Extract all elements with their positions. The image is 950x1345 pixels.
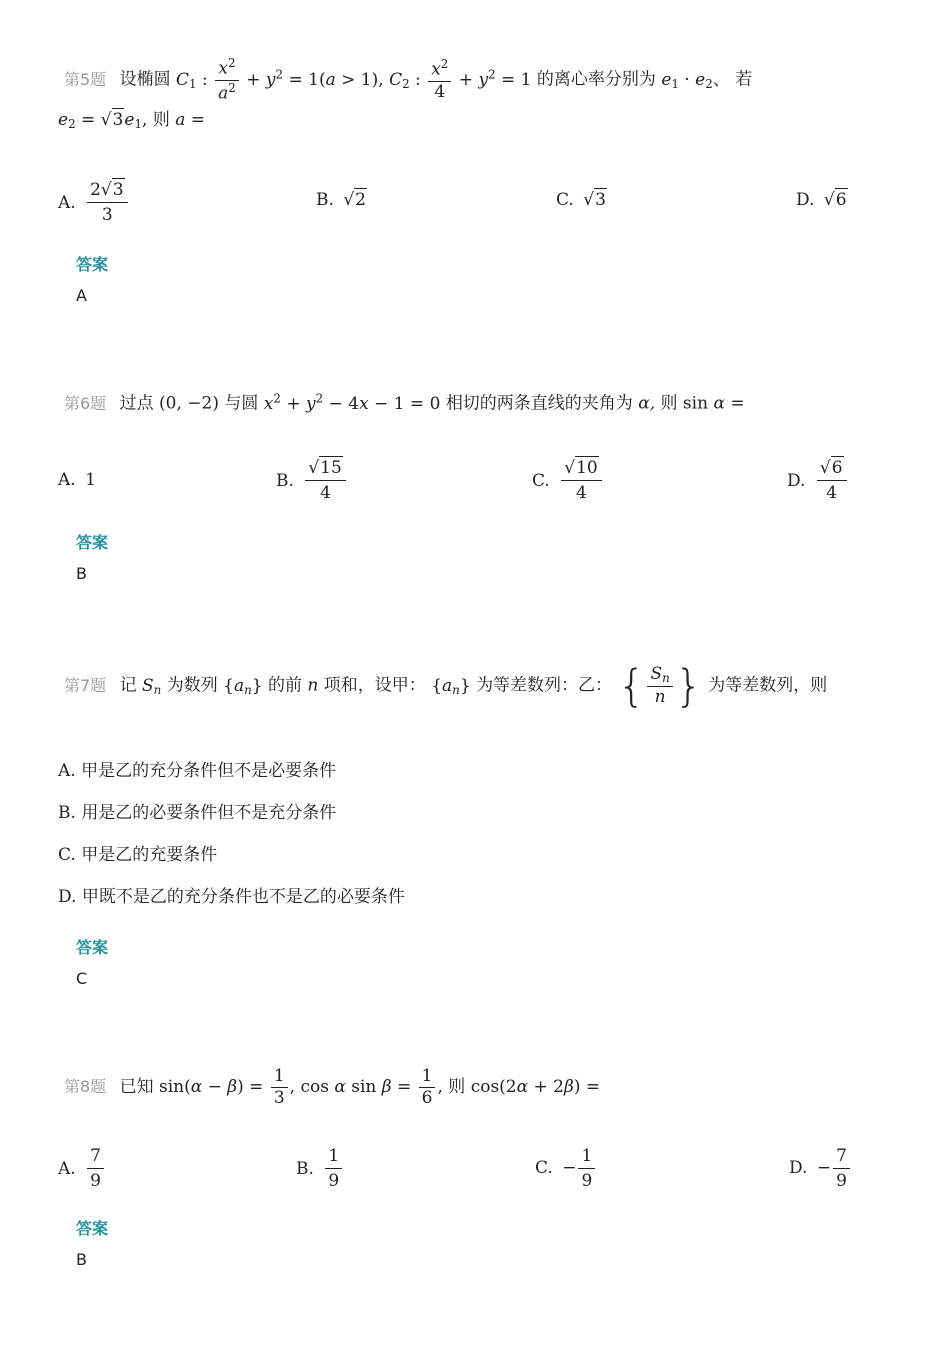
- q7-stem-e: 为等差数列：乙：: [476, 675, 613, 696]
- q8-label: 第8题: [64, 1077, 107, 1096]
- q7-math-an2: $\{a_n\}$: [431, 675, 471, 697]
- q8-answer-title: 答案: [76, 1219, 109, 1238]
- q5-stem-line1: [58, 58, 752, 102]
- q5-math-c1: $C_1$ : $\frac{x^2}{a^2}$ + $y^2 = 1(a > 1)$, $C_2$ : $\frac{x^2}{4}$ + $y^2 = 1$: [176, 56, 537, 104]
- q5-answer-value: A: [76, 286, 87, 305]
- q7-stem-f: 为等差数列，则: [708, 675, 828, 696]
- q7-math-an: $\{a_n\}$: [223, 675, 263, 697]
- q7-stem-b: 为数列: [166, 675, 218, 696]
- q8-math-target: cos(2α + 2β) =: [470, 1077, 601, 1097]
- q7-math-sn: $S_n$: [142, 675, 162, 697]
- q7-answer-value: C: [76, 969, 88, 988]
- q6-stem-a: 过点: [119, 393, 154, 414]
- q5-stem-line2: [58, 112, 205, 131]
- q6-option-a[interactable]: A. 1: [58, 470, 96, 490]
- q8-stem-a: 已知: [119, 1077, 154, 1097]
- q7-math-snn: { $\frac{S_n}{n}$ }: [617, 660, 703, 711]
- q8-option-d[interactable]: D. − $\frac{7}{9}$: [789, 1146, 852, 1191]
- q6-stem-c: 相切的两条直线的夹角为: [445, 393, 633, 414]
- q7-stem-a: 记: [119, 675, 137, 696]
- q6-answer-title: 答案: [76, 533, 109, 552]
- q5-math-a: a =: [175, 110, 206, 130]
- q5-option-a[interactable]: A. $\frac{2√3}{3}$: [58, 180, 130, 225]
- q6-option-d[interactable]: D. $\frac{√6}{4}$: [787, 458, 849, 503]
- q5-stem-pre: 设椭圆: [119, 69, 171, 90]
- q7-stem: [58, 660, 828, 711]
- q5-option-d[interactable]: D. √6: [796, 190, 847, 210]
- q5-label: 第5题: [64, 69, 107, 89]
- q7-stem-d: 项和，设甲：: [323, 675, 426, 696]
- q5-option-c[interactable]: C. √3: [556, 190, 606, 210]
- q5-then: 则: [152, 110, 170, 130]
- q6-option-c[interactable]: C. $\frac{√10}{4}$: [532, 458, 604, 503]
- q7-answer-title: 答案: [76, 938, 109, 957]
- q5-option-b[interactable]: B. √2: [316, 190, 366, 210]
- q6-math-point: (0, −2): [159, 393, 219, 414]
- q6-math-alpha: α,: [638, 393, 656, 414]
- q6-answer-value: B: [76, 564, 87, 583]
- q8-option-a[interactable]: A. $\frac{7}{9}$: [58, 1146, 106, 1191]
- q5-answer-title: 答案: [76, 255, 109, 274]
- q7-option-d[interactable]: D. 甲既不是乙的充分条件也不是乙的必要条件: [58, 887, 405, 907]
- q6-option-b[interactable]: B. $\frac{√15}{4}$: [276, 458, 348, 503]
- q6-stem: [58, 393, 745, 413]
- q5-math-e: $e_1 \cdot e_2$、: [661, 69, 730, 91]
- q8-answer-value: B: [76, 1250, 87, 1269]
- q8-math-given: sin(α − β) = $\frac{1}{3}$ , cos α sin β = $\frac{1}{6}$ ,: [159, 1066, 449, 1108]
- q6-label: 第6题: [64, 393, 107, 413]
- q6-stem-d: 则: [660, 393, 678, 414]
- q7-label: 第7题: [64, 675, 107, 695]
- q8-option-b[interactable]: B. $\frac{1}{9}$: [296, 1146, 344, 1191]
- q6-math-circle: $x^2 + y^2 - 4x - 1 = 0$: [263, 391, 441, 414]
- q7-option-c[interactable]: C. 甲是乙的充要条件: [58, 845, 218, 865]
- q7-math-n: n: [307, 675, 319, 696]
- q7-option-a[interactable]: A. 甲是乙的充分条件但不是必要条件: [58, 761, 337, 781]
- q8-option-c[interactable]: C. − $\frac{1}{9}$: [535, 1146, 597, 1191]
- q7-stem-c: 的前: [268, 675, 303, 696]
- q8-stem: [58, 1068, 600, 1107]
- q8-stem-b: 则: [448, 1077, 466, 1097]
- q6-stem-b: 与圆: [224, 393, 259, 414]
- q5-stem-end: 若: [735, 69, 753, 90]
- q6-math-sin: sin α =: [682, 393, 745, 414]
- q5-stem-mid: 的离心率分别为: [536, 69, 656, 90]
- q5-math-rel: $e_2 = √3e_1$,: [58, 110, 148, 131]
- q7-option-b[interactable]: B. 用是乙的必要条件但不是充分条件: [58, 803, 337, 823]
